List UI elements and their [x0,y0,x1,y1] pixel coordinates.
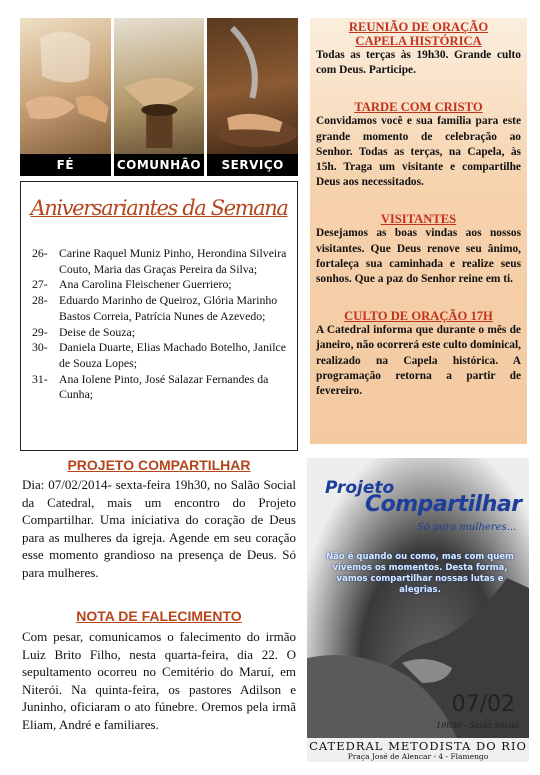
poster-title-2: Compartilhar [365,492,522,517]
birthday-day: 27- [32,277,48,292]
birthday-names: Carine Raquel Muniz Pinho, Herondina Silveira Couto, Maria das Graças Pereira da Silva; [59,246,287,276]
nota-title: NOTA DE FALECIMENTO [76,608,242,624]
banner-panel-servico [207,18,298,176]
tarde-body: Convidamos você e sua família para este grande momento de celebração ao Senhor. Todas as terças, na Capela, às 15h. Traga um visitante e compartilhe Deus aos necessitados. [316,115,521,189]
birthdays-box [20,181,298,451]
birthday-day: 26- [32,246,48,260]
birthday-names: Eduardo Marinho de Queiroz, Glória Marinho Bastos Correia, Patrícia Nunes de Azevedo; [59,293,278,323]
birthdays-title: Aniversariantes da Semana [30,196,288,220]
poster-address: Praça José de Alencar - 4 - Flamengo [347,752,489,761]
visitantes-title: VISITANTES [380,212,457,227]
birthday-day: 31- [32,371,48,386]
projeto-body: Dia: 07/02/2014- sexta-feira 19h30, no Salão Social da Catedral, mais um encontro do Projeto Compartilhar. Uma iniciativa do coração de Deus para as mulheres da igreja. Agende em seu coração esse momento grandioso na presença de Deus. Só para mulheres. [22,477,296,580]
list-item [32,293,294,324]
tarde-title: TARDE COM CRISTO [354,100,483,115]
birthday-names: Ana Iolene Pinto, José Salazar Fernandes da Cunha; [59,371,269,402]
banner-caption-servico: SERVIÇO [207,154,298,176]
reuniao-title-2: CAPELA HISTÓRICA [355,34,482,48]
birthday-day: 30- [32,340,48,355]
birthday-names: Ana Carolina Fleischener Guerriero; [59,277,232,292]
banner-caption-comunhao: COMUNHÃO [114,154,205,176]
projeto-poster [307,458,529,762]
bread-cup-image [114,18,205,176]
poster-quote: Não é quando ou como, mas com quem vivemos os momentos. Desta forma, vamos compartilhar nossas lutas e alegrias. [326,552,514,595]
reuniao-title-1: REUNIÃO DE ORAÇÃO [348,20,489,34]
banner-panel-fe [20,18,111,176]
birthday-day: 29- [32,324,48,339]
foot-washing-image [207,18,298,176]
list-item [32,246,294,277]
visitantes-body: Desejamos as boas vindas aos nossos visitantes. Que Deus renove seu ânimo, fortaleça sua caminhada e realize seus sonhos. Que a paz do Senhor reine em ti. [316,227,521,286]
poster-org: CATEDRAL METODISTA DO RIO [309,739,527,753]
announcements-column [310,18,527,444]
banner-caption-fe: FÉ [20,154,111,176]
list-item [32,372,294,403]
poster-title-1: Projeto [325,478,395,498]
birthday-names: Deise de Souza; [59,324,136,339]
culto-title: CULTO DE ORAÇÃO 17H [344,309,493,324]
birthday-names: Daniela Duarte, Elias Machado Botelho, Janilce de Souza Lopes; [59,340,287,370]
poster-time: 19h30 - Salão Social [436,721,519,730]
poster-date: 07/02 [451,692,515,717]
list-item [32,325,294,341]
birthdays-list [32,246,294,403]
projeto-title: PROJETO COMPARTILHAR [67,457,251,473]
nota-body: Com pesar, comunicamos o falecimento do irmão Luiz Brito Filho, nesta quarta-feira, dia 22. O sepultamento ocorreu no Cemitério do Maruí, em Niterói. Na quinta-feira, os pastores Adilson e Juninho, oficiaram o ato fúnebre. Oremos pela irmã Eliam, André e familiares. [22,629,296,732]
culto-body: A Catedral informa que durante o mês de janeiro, não ocorrerá este culto dominical, realizado na Capela histórica. A programação retorna a partir de fevereiro. [316,324,521,398]
reuniao-body: Todas as terças às 19h30. Grande culto com Deus. Participe. [316,49,521,77]
list-item [32,277,294,293]
banner-panel-comunhao [114,18,205,176]
poster-subtitle: Só para mulheres... [417,522,517,533]
hands-image [20,18,111,176]
birthday-day: 28- [32,293,48,308]
banner [20,18,298,176]
list-item [32,340,294,371]
